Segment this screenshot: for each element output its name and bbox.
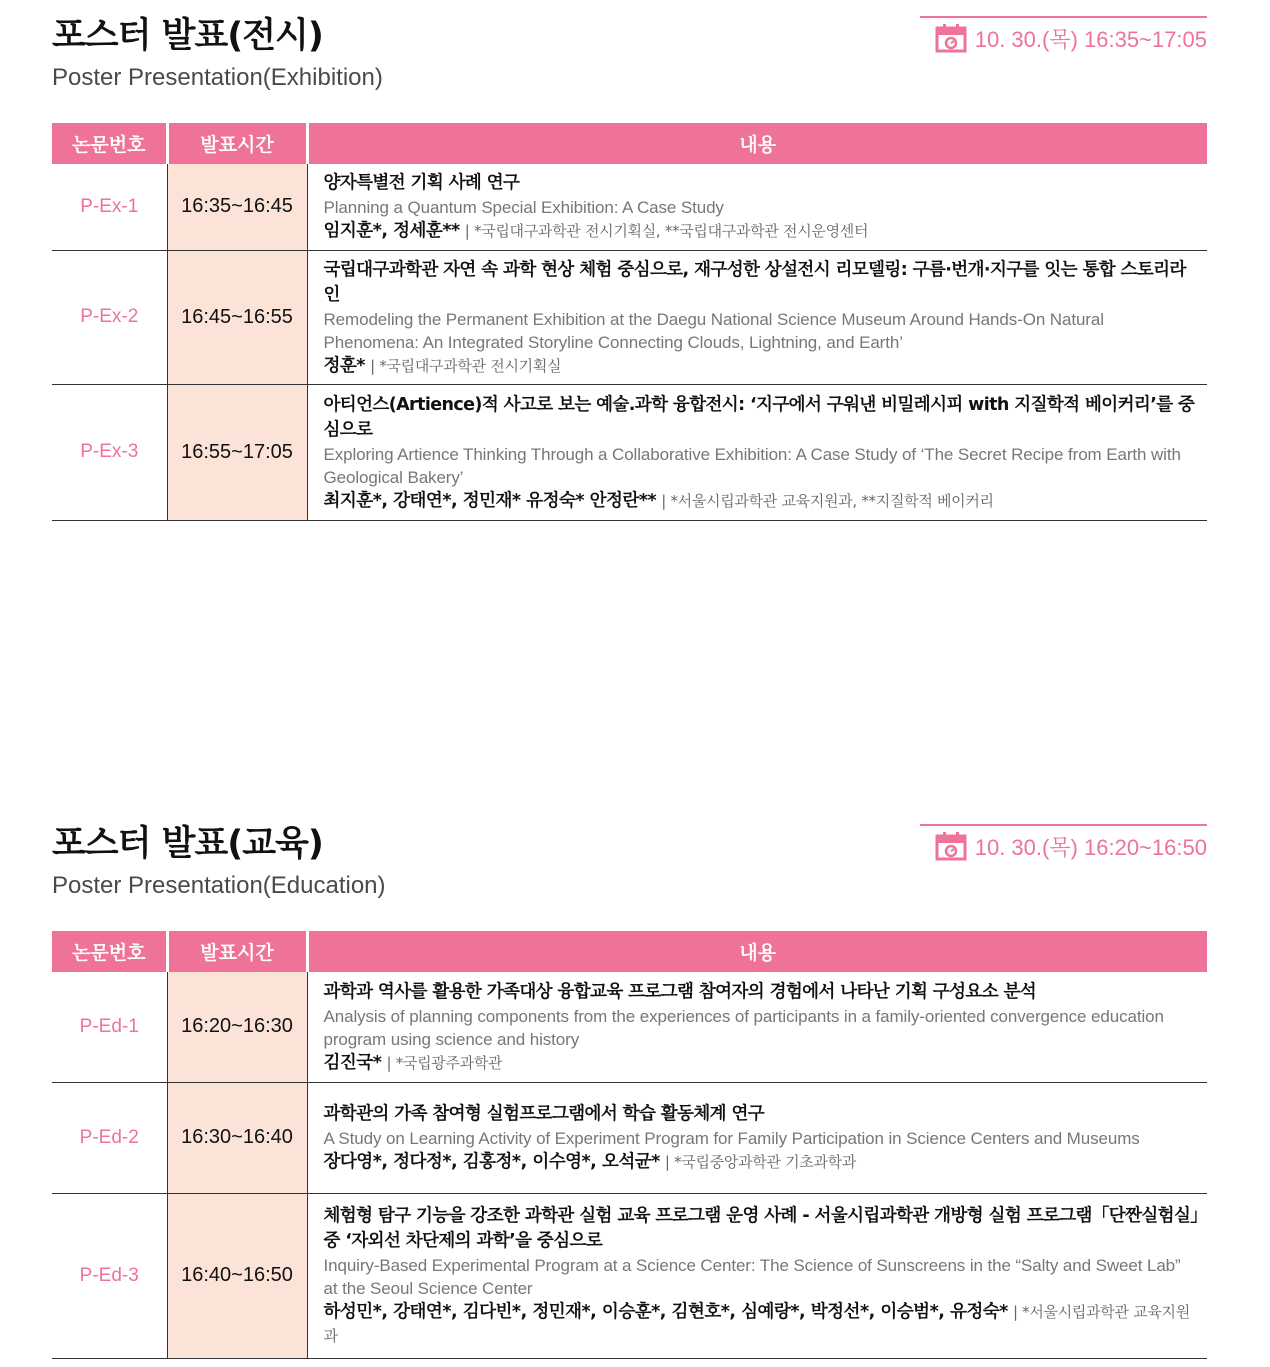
author-line [324,219,1200,243]
presentation-time: 16:45~16:55 [167,250,307,384]
header-content: 내용 [307,123,1207,164]
paper-authors: 김진국* [323,1052,382,1073]
paper-number: P-Ed-1 [52,972,167,1082]
date-badge [920,824,1207,866]
author-line [324,354,1200,378]
paper-authors: 임지훈*, 정세훈** [323,221,460,242]
paper-authors: 최지훈*, 강태연*, 정민재* 유정숙* 안정란** [323,490,657,511]
paper-content [307,384,1207,520]
header-time: 발표시간 [167,123,307,164]
paper-affiliation: | *서울시립과학관 교육지원과 [323,1303,1190,1345]
paper-title-ko: 과학관의 가족 참여형 실험프로그램에서 학습 활동체계 연구 [323,1104,765,1124]
section-title-ko: 포스터 발표(교육) [52,824,323,864]
paper-title-en: Exploring Artience Thinking Through a Collaborative Exhibition: A Case Study of ‘The Secret Recipe from Earth with Geological Bakery’ [323,444,1181,487]
author-line [324,489,1200,513]
paper-title-en: Inquiry-Based Experimental Program at a Science Center: The Science of Sunscreens in the “Salty and Sweet Lab” at the Seoul Science Center [323,1256,1181,1298]
paper-title-ko: 체험형 탐구 기능을 강조한 과학관 실험 교육 프로그램 운영 사례 - 서울시립과학관 개방형 실험 프로그램「단짠실험실」중 ‘자외선 차단제의 과학’을 중심으로 [323,1206,1199,1251]
session-date: 10. 30.(목) 16:35~17:05 [974,26,1207,52]
calendar-icon [935,831,967,861]
paper-title-ko: 아티언스(Artience)적 사고로 보는 예술.과학 융합전시: ‘지구에서 구워낸 비밀레시피 with 지질학적 베이커리’를 중심으로 [323,394,1195,440]
header-time: 발표시간 [167,931,307,972]
presentation-time: 16:55~17:05 [167,384,307,520]
date-badge [920,16,1207,58]
paper-title-en: Analysis of planning components from the experiences of participants in a family-oriented convergence education program using science and history [323,1006,1164,1049]
author-line [324,1300,1200,1348]
paper-number: P-Ex-2 [52,250,167,384]
presentation-time: 16:30~16:40 [167,1082,307,1193]
table-row [52,250,1207,384]
table-row [52,1193,1207,1358]
author-line [324,1150,1200,1174]
paper-title-ko: 국립대구과학관 자연 속 과학 현상 체험 중심으로, 재구성한 상설전시 리모델링: 구름·번개·지구를 잇는 통합 스토리라인 [323,259,1186,305]
table-header-row [52,931,1207,972]
header-content: 내용 [307,931,1207,972]
paper-content [307,1193,1207,1358]
paper-affiliation: | *국립대구과학관 전시기획실 [370,356,562,375]
paper-authors: 장다영*, 정다정*, 김홍정*, 이수영*, 오석균* [323,1152,660,1172]
paper-title-en: Planning a Quantum Special Exhibition: A Case Study [323,198,724,218]
paper-authors: 하성민*, 강태연*, 김다빈*, 정민재*, 이승훈*, 김현호*, 심예랑*, 박정선*, 이승범*, 유정숙* [323,1302,1008,1322]
section-title-en: Poster Presentation(Education) [52,872,386,899]
presentation-time: 16:35~16:45 [167,164,307,250]
section-title-ko: 포스터 발표(전시) [52,16,323,56]
header-paper-number: 논문번호 [52,931,167,972]
paper-content [307,972,1207,1082]
paper-affiliation: | *국립중앙과학관 기초과학과 [664,1153,857,1171]
header-paper-number: 논문번호 [52,123,167,164]
session-date: 10. 30.(목) 16:20~16:50 [974,834,1207,860]
paper-title-ko: 과학과 역사를 활용한 가족대상 융합교육 프로그램 참여자의 경험에서 나타난 기획 구성요소 분석 [323,981,1037,1002]
paper-number: P-Ex-3 [52,384,167,520]
table-row [52,1082,1207,1193]
paper-authors: 정훈* [323,355,365,376]
calendar-icon [935,23,967,53]
presentation-time: 16:40~16:50 [167,1193,307,1358]
table-header-row [52,123,1207,164]
paper-title-en: A Study on Learning Activity of Experiment Program for Family Participation in Science Centers and Museums [323,1129,1140,1148]
table-row [52,972,1207,1082]
paper-affiliation: | *국립광주과학관 [386,1053,503,1072]
schedule-table [52,123,1207,521]
presentation-time: 16:20~16:30 [167,972,307,1082]
paper-title-en: Remodeling the Permanent Exhibition at the Daegu National Science Museum Around Hands-On Natural Phenomena: An Integrated Storyline Connecting Clouds, Lightning, and Earth’ [323,309,1104,352]
paper-number: P-Ed-2 [52,1082,167,1193]
author-line [324,1051,1200,1075]
paper-title-ko: 양자특별전 기획 사례 연구 [323,173,520,194]
paper-content [307,164,1207,250]
paper-number: P-Ex-1 [52,164,167,250]
paper-content [307,1082,1207,1193]
paper-number: P-Ed-3 [52,1193,167,1358]
paper-affiliation: | *국립대구과학관 전시기획실, **국립대구과학관 전시운영센터 [464,222,869,241]
table-row [52,384,1207,520]
table-row [52,164,1207,250]
section-title-en: Poster Presentation(Exhibition) [52,64,383,91]
paper-content [307,250,1207,384]
schedule-table [52,931,1207,1359]
paper-affiliation: | *서울시립과학관 교육지원과, **지질학적 베이커리 [661,491,994,510]
